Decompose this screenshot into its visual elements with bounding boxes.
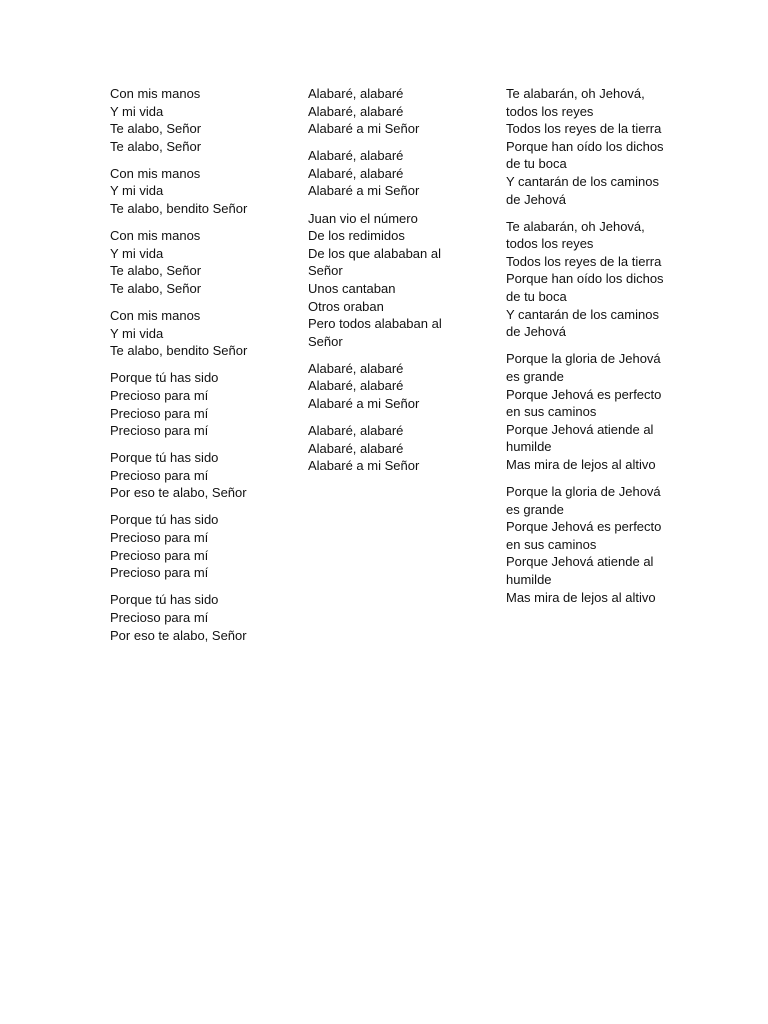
lyric-line: Precioso para mí bbox=[110, 423, 209, 439]
lyric-line: Alabaré a mi Señor bbox=[308, 458, 420, 474]
lyric-line: Y cantarán de los caminos de Jehová bbox=[506, 173, 659, 207]
lyric-line: Porque tú has sido bbox=[110, 450, 219, 466]
stanza bbox=[110, 165, 290, 218]
lyric-line: Todos los reyes de la tierra bbox=[506, 121, 662, 137]
lyric-line: Porque han oído los dichos de tu boca bbox=[506, 138, 664, 172]
lyric-line: Porque tú has sido bbox=[110, 512, 219, 528]
lyric-line: Con mis manos bbox=[110, 228, 201, 244]
lyrics-column-3 bbox=[506, 85, 666, 616]
lyric-line: Por eso te alabo, Señor bbox=[110, 485, 247, 501]
stanza bbox=[308, 360, 468, 413]
lyric-line: Te alabo, bendito Señor bbox=[110, 201, 248, 217]
stanza bbox=[506, 350, 666, 473]
stanza bbox=[110, 449, 290, 502]
lyric-line: Porque Jehová es perfecto en sus caminos bbox=[506, 519, 662, 552]
lyric-line: Precioso para mí bbox=[110, 609, 209, 625]
lyric-line: Porque tú has sido bbox=[110, 592, 219, 608]
lyric-line: Te alabo, Señor bbox=[110, 263, 202, 279]
stanza bbox=[110, 85, 290, 155]
lyric-line: Con mis manos bbox=[110, 308, 201, 324]
lyric-line: Te alabarán, oh Jehová, todos los reyes bbox=[506, 86, 645, 119]
lyric-line: Precioso para mí bbox=[110, 405, 209, 421]
lyric-line: Y mi vida bbox=[110, 245, 164, 261]
lyric-line: Alabaré, alabaré bbox=[308, 440, 404, 456]
lyric-line: Precioso para mí bbox=[110, 387, 209, 403]
lyric-line: Te alabo, Señor bbox=[110, 121, 202, 137]
lyric-line: Mas mira de lejos al altivo bbox=[506, 456, 656, 472]
lyric-line: Unos cantaban bbox=[308, 280, 396, 296]
lyric-line: Te alabo, Señor bbox=[110, 280, 202, 296]
stanza bbox=[110, 227, 290, 297]
lyric-line: Y mi vida bbox=[110, 183, 164, 199]
lyric-line: Pero todos alababan al Señor bbox=[308, 316, 442, 349]
lyric-line: Alabaré a mi Señor bbox=[308, 183, 420, 199]
lyric-line: Precioso para mí bbox=[110, 547, 209, 563]
lyric-line: Mas mira de lejos al altivo bbox=[506, 589, 656, 605]
lyric-line: Te alabo, Señor bbox=[110, 138, 202, 154]
lyric-line: Alabaré a mi Señor bbox=[308, 121, 420, 137]
lyric-line: Alabaré, alabaré bbox=[308, 86, 404, 101]
stanza bbox=[110, 511, 290, 581]
lyric-line: Te alabarán, oh Jehová, todos los reyes bbox=[506, 218, 645, 252]
lyric-line: Con mis manos bbox=[110, 86, 201, 101]
lyric-line: Alabaré, alabaré bbox=[308, 360, 404, 376]
lyric-line: Porque Jehová atiende al humilde bbox=[506, 421, 654, 455]
lyric-line: Precioso para mí bbox=[110, 565, 209, 581]
lyric-line: Porque la gloria de Jehová es grande bbox=[506, 351, 661, 384]
stanza bbox=[506, 218, 666, 341]
lyric-line: Alabaré a mi Señor bbox=[308, 396, 420, 411]
lyrics-column-1 bbox=[110, 85, 290, 654]
lyric-line: De los que alababan al Señor bbox=[308, 245, 441, 279]
lyric-line: Porque Jehová atiende al humilde bbox=[506, 554, 654, 587]
lyric-line: Y mi vida bbox=[110, 325, 164, 341]
lyric-line: Alabaré, alabaré bbox=[308, 165, 404, 181]
lyric-line: Alabaré, alabaré bbox=[308, 148, 404, 164]
lyric-line: Precioso para mí bbox=[110, 467, 209, 483]
stanza bbox=[506, 85, 666, 208]
lyric-line: Otros oraban bbox=[308, 298, 384, 314]
lyric-line: Alabaré, alabaré bbox=[308, 103, 404, 119]
stanza bbox=[110, 307, 290, 360]
stanza bbox=[308, 147, 468, 200]
stanza bbox=[506, 483, 666, 606]
lyric-line: Con mis manos bbox=[110, 165, 201, 181]
lyric-line: Y mi vida bbox=[110, 103, 164, 119]
stanza bbox=[308, 422, 468, 475]
lyrics-column-2 bbox=[308, 85, 468, 484]
lyric-line: Juan vio el número bbox=[308, 210, 418, 226]
stanza bbox=[308, 85, 468, 138]
lyric-line: Porque han oído los dichos de tu boca bbox=[506, 271, 664, 305]
lyric-line: Porque tú has sido bbox=[110, 370, 219, 386]
lyric-line: Porque Jehová es perfecto en sus caminos bbox=[506, 386, 662, 420]
lyric-line: Precioso para mí bbox=[110, 530, 209, 546]
lyric-line: Alabaré, alabaré bbox=[308, 378, 404, 394]
lyric-line: Todos los reyes de la tierra bbox=[506, 253, 662, 269]
lyric-line: Por eso te alabo, Señor bbox=[110, 627, 247, 643]
lyric-line: Porque la gloria de Jehová es grande bbox=[506, 483, 661, 517]
lyric-line: Te alabo, bendito Señor bbox=[110, 343, 248, 359]
lyric-line: Y cantarán de los caminos de Jehová bbox=[506, 306, 659, 340]
stanza bbox=[110, 591, 290, 644]
stanza bbox=[308, 210, 468, 351]
lyric-line: De los redimidos bbox=[308, 228, 405, 244]
lyric-line: Alabaré, alabaré bbox=[308, 423, 404, 439]
stanza bbox=[110, 369, 290, 439]
